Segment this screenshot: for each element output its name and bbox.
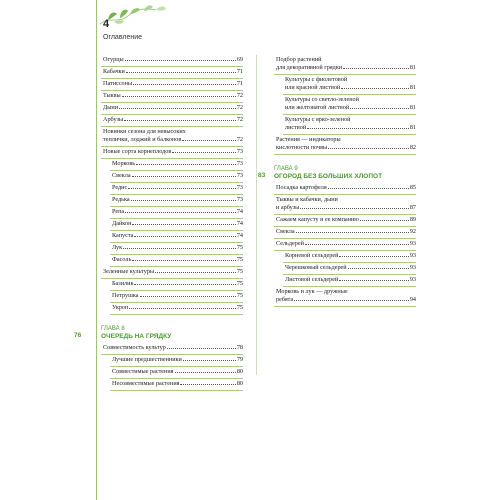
toc-entry-line — [276, 184, 416, 192]
toc-entry — [283, 95, 416, 115]
toc-entry-title: или красной листвой — [285, 84, 341, 91]
toc-entry-title: Базилик — [112, 280, 134, 287]
dot-leader — [136, 164, 236, 165]
toc-entry — [110, 303, 243, 315]
toc-entry-title: теплички, лоджий и балконов — [103, 136, 182, 143]
toc-entry-page: 73 — [236, 196, 243, 203]
toc-entry-line — [112, 356, 243, 364]
toc-entry-title: Культуры с ярко-зеленой — [285, 116, 351, 123]
toc-entry — [110, 195, 243, 207]
toc-left-column — [74, 55, 243, 391]
chapter-page-number: 83 — [258, 172, 266, 179]
toc-entry-title: Тыквы и кабачки, дыни — [276, 196, 338, 203]
toc-entry-title: Несовместимые растения — [112, 380, 180, 387]
toc-entry-page: 75 — [236, 268, 243, 275]
toc-entry-title: Совместимые растения — [112, 368, 174, 375]
toc-entry — [110, 367, 243, 379]
toc-entry-title: Сельдерей — [276, 240, 304, 247]
toc-entry-page: 93 — [409, 276, 416, 283]
toc-entry — [283, 263, 416, 275]
toc-entry-page: 74 — [236, 220, 243, 227]
toc-entry-title: Зеленные культуры — [103, 268, 155, 275]
toc-entry-title: Лучшие предшественники — [112, 356, 182, 363]
toc-entry-line — [103, 56, 243, 64]
toc-entry — [274, 135, 416, 155]
toc-entry-line — [285, 84, 416, 92]
toc-entry — [101, 91, 243, 103]
toc-entry-page: 73 — [236, 184, 243, 191]
toc-entry-line — [276, 56, 416, 64]
toc-entry — [110, 159, 243, 171]
toc-entry — [110, 219, 243, 231]
toc-entry-page: 92 — [409, 228, 416, 235]
toc-entry — [283, 75, 416, 95]
toc-entry-page: 85 — [409, 184, 416, 191]
toc-entry-page: 87 — [409, 204, 416, 211]
toc-entry-page: 73 — [236, 172, 243, 179]
toc-entry — [110, 231, 243, 243]
toc-entry-title: Огурцы — [103, 56, 124, 63]
toc-entry-title: Морковь и лук — дружные — [276, 288, 348, 295]
toc-entry — [101, 103, 243, 115]
section-title: Оглавление — [103, 34, 143, 41]
toc-entry — [110, 171, 243, 183]
toc-entry-page: 72 — [236, 136, 243, 143]
toc-entry-line — [112, 172, 243, 180]
toc-entry-page: 75 — [236, 244, 243, 251]
toc-entry-page: 75 — [236, 304, 243, 311]
chapter-9-heading — [258, 166, 416, 181]
toc-entry — [110, 279, 243, 291]
dot-leader — [183, 360, 236, 361]
toc-entry-title: Дайкон — [112, 220, 132, 227]
toc-entry-title: Сажаем капусту и ее компанию — [276, 216, 359, 223]
toc-entry-title: Листовой сельдерей — [285, 276, 339, 283]
toc-entry-title: Патиссоны — [103, 80, 133, 87]
dot-leader — [132, 224, 235, 225]
dot-leader — [175, 372, 236, 373]
toc-entry-line — [112, 280, 243, 288]
dot-leader — [300, 208, 409, 209]
chapter-page-number: 76 — [74, 332, 82, 339]
chapter-title: ОЧЕРЕДЬ НА ГРЯДКУ — [101, 333, 172, 340]
toc-entry-line — [285, 96, 416, 104]
toc-entry-title: Растения — индикаторы — [276, 136, 341, 143]
toc-entry-page: 72 — [236, 92, 243, 99]
toc-entry-title: Совместимость культур — [103, 344, 166, 351]
toc-entry-line — [112, 184, 243, 192]
toc-entry-page: 75 — [236, 292, 243, 299]
toc-entry-page: 74 — [236, 232, 243, 239]
toc-entry-page: 82 — [409, 144, 416, 151]
toc-entry-title: Новые сорта корнеплодов — [103, 148, 172, 155]
toc-entry — [274, 227, 416, 239]
toc-entry-title: Кабачки — [103, 68, 125, 75]
toc-entry — [101, 267, 243, 279]
toc-entry-page: 72 — [236, 104, 243, 111]
dot-leader — [126, 72, 236, 73]
toc-entry-title: кислотности почвы — [276, 144, 328, 151]
toc-entry-line — [103, 268, 243, 276]
column-divider — [256, 55, 257, 375]
toc-entry — [101, 115, 243, 127]
dot-leader — [132, 176, 236, 177]
toc-entry-line — [285, 76, 416, 84]
toc-entry-title: Тыквы — [103, 92, 121, 99]
toc-entry-title: Капуста — [112, 232, 134, 239]
toc-entry-title: Лук — [112, 244, 123, 251]
toc-entry-line — [103, 128, 243, 136]
toc-entry-line — [112, 232, 243, 240]
toc-entry-line — [112, 368, 243, 376]
toc-entry-line — [285, 252, 416, 260]
toc-entry-line — [285, 264, 416, 272]
toc-entry-line — [112, 160, 243, 168]
page-margin-vine-line — [96, 0, 97, 500]
toc-entry-title: Подбор растений — [276, 56, 322, 63]
toc-entry-title: листвой — [285, 124, 307, 131]
toc-entry-title: Укроп — [112, 304, 129, 311]
toc-entry-line — [103, 68, 243, 76]
dot-leader — [133, 84, 236, 85]
toc-entry-title: Новинки сезона для невысоких — [103, 128, 186, 135]
dot-leader — [129, 308, 235, 309]
toc-entry-line — [112, 292, 243, 300]
dot-leader — [348, 268, 409, 269]
toc-entry-title: Черешковый сельдерей — [285, 264, 347, 271]
toc-entry-line — [276, 296, 416, 304]
toc-entry-line — [103, 344, 243, 352]
toc-entry-title: Репа — [112, 208, 125, 215]
dot-leader — [134, 284, 235, 285]
toc-entry-title: Свекла — [112, 172, 131, 179]
chapter-label: ГЛАВА 8 — [101, 326, 125, 332]
toc-entry — [274, 239, 416, 251]
toc-entry — [110, 379, 243, 391]
toc-entry-line — [112, 256, 243, 264]
toc-entry-line — [285, 116, 416, 124]
toc-entry-line — [285, 104, 416, 112]
dot-leader — [155, 272, 236, 273]
dot-leader — [339, 280, 408, 281]
toc-entry-page: 75 — [236, 280, 243, 287]
toc-entry-page: 80 — [236, 368, 243, 375]
dot-leader — [182, 140, 236, 141]
toc-entry — [110, 207, 243, 219]
toc-entry-title: и арбузы — [276, 204, 300, 211]
dot-leader — [328, 188, 409, 189]
toc-entry — [274, 287, 416, 307]
toc-entry-page: 74 — [236, 208, 243, 215]
toc-entry-line — [112, 196, 243, 204]
dot-leader — [339, 256, 408, 257]
toc-entry-page: 72 — [236, 116, 243, 123]
toc-entry-page: 94 — [409, 296, 416, 303]
toc-entry-line — [276, 196, 416, 204]
toc-entry — [274, 215, 416, 227]
toc-entry — [274, 55, 416, 75]
toc-entry-page: 75 — [236, 256, 243, 263]
toc-entry-title: Редис — [112, 184, 128, 191]
toc-entry — [110, 291, 243, 303]
dot-leader — [294, 300, 409, 301]
toc-entry-line — [112, 304, 243, 312]
toc-entry-line — [103, 80, 243, 88]
toc-entry-title: или желтоватой листвой — [285, 104, 350, 111]
toc-entry-page: 73 — [236, 160, 243, 167]
toc-right-column — [258, 55, 416, 307]
dot-leader — [305, 244, 409, 245]
dot-leader — [132, 260, 236, 261]
page-number: 4 — [103, 18, 110, 30]
toc-entry-page: 89 — [409, 216, 416, 223]
toc-entry — [101, 343, 243, 355]
leaf-vine-ornament — [100, 2, 170, 28]
dot-leader — [350, 108, 409, 109]
toc-entry-line — [276, 144, 416, 152]
toc-entry-line — [103, 148, 243, 156]
toc-entry — [110, 183, 243, 195]
toc-entry — [283, 251, 416, 263]
toc-entry — [101, 147, 243, 159]
toc-entry-page: 71 — [236, 80, 243, 87]
toc-entry-title: ребята — [276, 296, 294, 303]
toc-entry — [110, 243, 243, 255]
toc-entry-line — [276, 136, 416, 144]
toc-entry-line — [112, 208, 243, 216]
toc-entry-page: 81 — [409, 64, 416, 71]
toc-entry-line — [285, 276, 416, 284]
toc-entry-page: 71 — [236, 68, 243, 75]
toc-entry-line — [276, 240, 416, 248]
toc-entry-line — [103, 136, 243, 144]
toc-entry-line — [276, 216, 416, 224]
toc-entry-title: Редька — [112, 196, 130, 203]
dot-leader — [296, 232, 409, 233]
dot-leader — [167, 348, 236, 349]
toc-entry-title: Петрушка — [112, 292, 139, 299]
toc-entry-line — [276, 64, 416, 72]
dot-leader — [131, 200, 236, 201]
toc-entry-line — [112, 220, 243, 228]
toc-entry-line — [103, 116, 243, 124]
toc-entry — [274, 195, 416, 215]
toc-entry-title: Посадка картофеля — [276, 184, 327, 191]
toc-entry-page: 79 — [236, 356, 243, 363]
toc-entry-page: 69 — [236, 56, 243, 63]
toc-entry — [101, 79, 243, 91]
toc-entry-line — [112, 244, 243, 252]
toc-entry-line — [276, 228, 416, 236]
toc-entry-title: Морковь — [112, 160, 136, 167]
toc-entry-line — [285, 124, 416, 132]
dot-leader — [172, 152, 236, 153]
toc-entry-line — [103, 104, 243, 112]
dot-leader — [125, 60, 236, 61]
toc-entry-line — [276, 288, 416, 296]
toc-entry-title: Культуры со светло-зеленой — [285, 96, 359, 103]
toc-entry-page: 93 — [409, 240, 416, 247]
chapter-label: ГЛАВА 9 — [274, 166, 298, 172]
dot-leader — [140, 296, 236, 297]
toc-entry-title: Культуры с фиолетовой — [285, 76, 348, 83]
dot-leader — [180, 384, 235, 385]
toc-entry-line — [103, 92, 243, 100]
toc-entry — [283, 115, 416, 135]
toc-entry — [101, 127, 243, 147]
toc-entry-page: 73 — [236, 148, 243, 155]
dot-leader — [125, 212, 236, 213]
chapter-8-heading — [74, 326, 243, 341]
dot-leader — [124, 120, 236, 121]
dot-leader — [307, 128, 409, 129]
dot-leader — [343, 68, 409, 69]
dot-leader — [122, 96, 236, 97]
chapter-title: ОГОРОД БЕЗ БОЛЬШИХ ХЛОПОТ — [274, 173, 383, 180]
dot-leader — [123, 248, 236, 249]
dot-leader — [119, 108, 236, 109]
toc-entry — [110, 255, 243, 267]
toc-entry — [101, 55, 243, 67]
toc-entry — [110, 355, 243, 367]
toc-entry-title: Корневой сельдерей — [285, 252, 339, 259]
toc-entry-title: Дыни — [103, 104, 119, 111]
toc-entry-line — [276, 204, 416, 212]
toc-entry-title: Арбузы — [103, 116, 124, 123]
toc-entry-title: Свекла — [276, 228, 295, 235]
dot-leader — [134, 236, 235, 237]
toc-entry-page: 81 — [409, 104, 416, 111]
toc-entry-page: 80 — [236, 380, 243, 387]
toc-entry-page: 93 — [409, 252, 416, 259]
toc-entry-line — [112, 380, 243, 388]
toc-entry-page: 93 — [409, 264, 416, 271]
toc-entry-page: 81 — [409, 124, 416, 131]
toc-entry-title: Фасоль — [112, 256, 132, 263]
toc-entry — [274, 183, 416, 195]
toc-entry-page: 78 — [236, 344, 243, 351]
dot-leader — [128, 188, 236, 189]
toc-entry — [283, 275, 416, 287]
toc-entry-page: 81 — [409, 84, 416, 91]
dot-leader — [328, 148, 409, 149]
dot-leader — [341, 88, 409, 89]
toc-entry — [101, 67, 243, 79]
dot-leader — [360, 220, 409, 221]
toc-entry-title: для декоративной грядки — [276, 64, 343, 71]
